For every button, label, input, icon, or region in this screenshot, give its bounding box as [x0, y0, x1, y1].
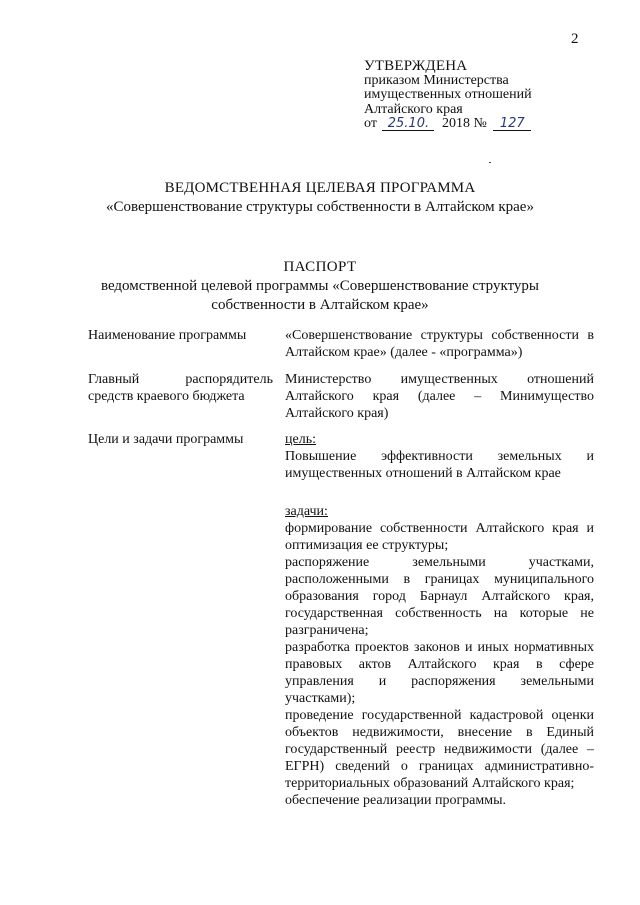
task-line: формирование собственности Алтайского края и — [285, 521, 594, 536]
task-line: государственный реестр недвижимости (далее – — [285, 742, 594, 757]
task-line: распоряжение земельными участками, — [285, 555, 594, 570]
approval-line: имущественных отношений — [364, 87, 532, 102]
tasks-heading: задачи: — [285, 504, 328, 519]
approval-heading: УТВЕРЖДЕНА — [364, 58, 468, 74]
task-line: образования город Барнаул Алтайского края, — [285, 589, 594, 604]
row-label: Цели и задачи программы — [88, 432, 244, 447]
date-prefix: от — [364, 116, 377, 131]
program-title-line: «Совершенствование структуры собственности в Алтайском крае» — [106, 199, 534, 215]
passport-subtitle-line: ведомственной целевой программы «Совершенствование структуры — [100, 278, 540, 294]
task-line: участками); — [285, 691, 356, 706]
value-line: «Совершенствование структуры собственности в — [285, 328, 594, 343]
label-line: Главный распорядитель — [88, 372, 273, 387]
approval-stamp — [364, 59, 532, 132]
value-line: имущественных отношений в Алтайском крае — [285, 466, 561, 481]
passport-title — [0, 258, 640, 315]
task-line: обеспечение реализации программы. — [285, 793, 507, 808]
value-line: Алтайского края) — [285, 406, 389, 421]
value-line: Повышение эффективности земельных и — [285, 449, 594, 464]
label-line: средств краевого бюджета — [88, 389, 245, 404]
handwritten-date: 25.10. — [382, 117, 434, 131]
task-line: разработка проектов законов и иных нормативных — [285, 640, 594, 655]
row-value — [285, 371, 594, 422]
approval-date-line — [364, 117, 532, 132]
program-title — [0, 179, 640, 217]
row-label — [88, 371, 273, 405]
program-title-line: ВЕДОМСТВЕННАЯ ЦЕЛЕВАЯ ПРОГРАММА — [164, 180, 476, 196]
task-line: оптимизация ее структуры; — [285, 538, 449, 553]
goal-heading: цель: — [285, 432, 316, 447]
task-line: ЕГРН) сведений о границах административно- — [285, 759, 594, 774]
passport-heading: ПАСПОРТ — [283, 259, 357, 275]
passport-subtitle-line: собственности в Алтайском крае» — [211, 297, 429, 313]
task-line: территориальных образований Алтайского края; — [285, 776, 575, 791]
task-line: государственная собственность на которые не — [285, 606, 594, 621]
row-value — [285, 431, 594, 809]
task-line: правовых актов Алтайского края в сфере — [285, 657, 594, 672]
task-line: проведение государственной кадастровой оценки — [285, 708, 594, 723]
value-line: Министерство имущественных отношений — [285, 372, 594, 387]
value-line: Алтайском крае» (далее - «программа») — [285, 345, 523, 360]
row-value — [285, 327, 594, 361]
page-number: 2 — [571, 31, 579, 47]
row-label: Наименование программы — [88, 328, 247, 343]
value-line: Алтайского края (далее – Минимущество — [285, 389, 594, 404]
number-sign: № — [473, 116, 487, 131]
approval-line: приказом Министерства — [364, 72, 509, 88]
approval-line: Алтайского края — [364, 101, 463, 117]
handwritten-number: 127 — [493, 117, 531, 131]
task-line: расположенными в границах муниципального — [285, 572, 594, 587]
task-line: управления и распоряжения земельными — [285, 674, 594, 689]
approval-year: 2018 — [441, 116, 470, 131]
task-line: разграничена; — [285, 623, 369, 638]
task-line: объектов недвижимости, внесение в Единый — [285, 725, 594, 740]
scan-speck — [489, 162, 491, 163]
